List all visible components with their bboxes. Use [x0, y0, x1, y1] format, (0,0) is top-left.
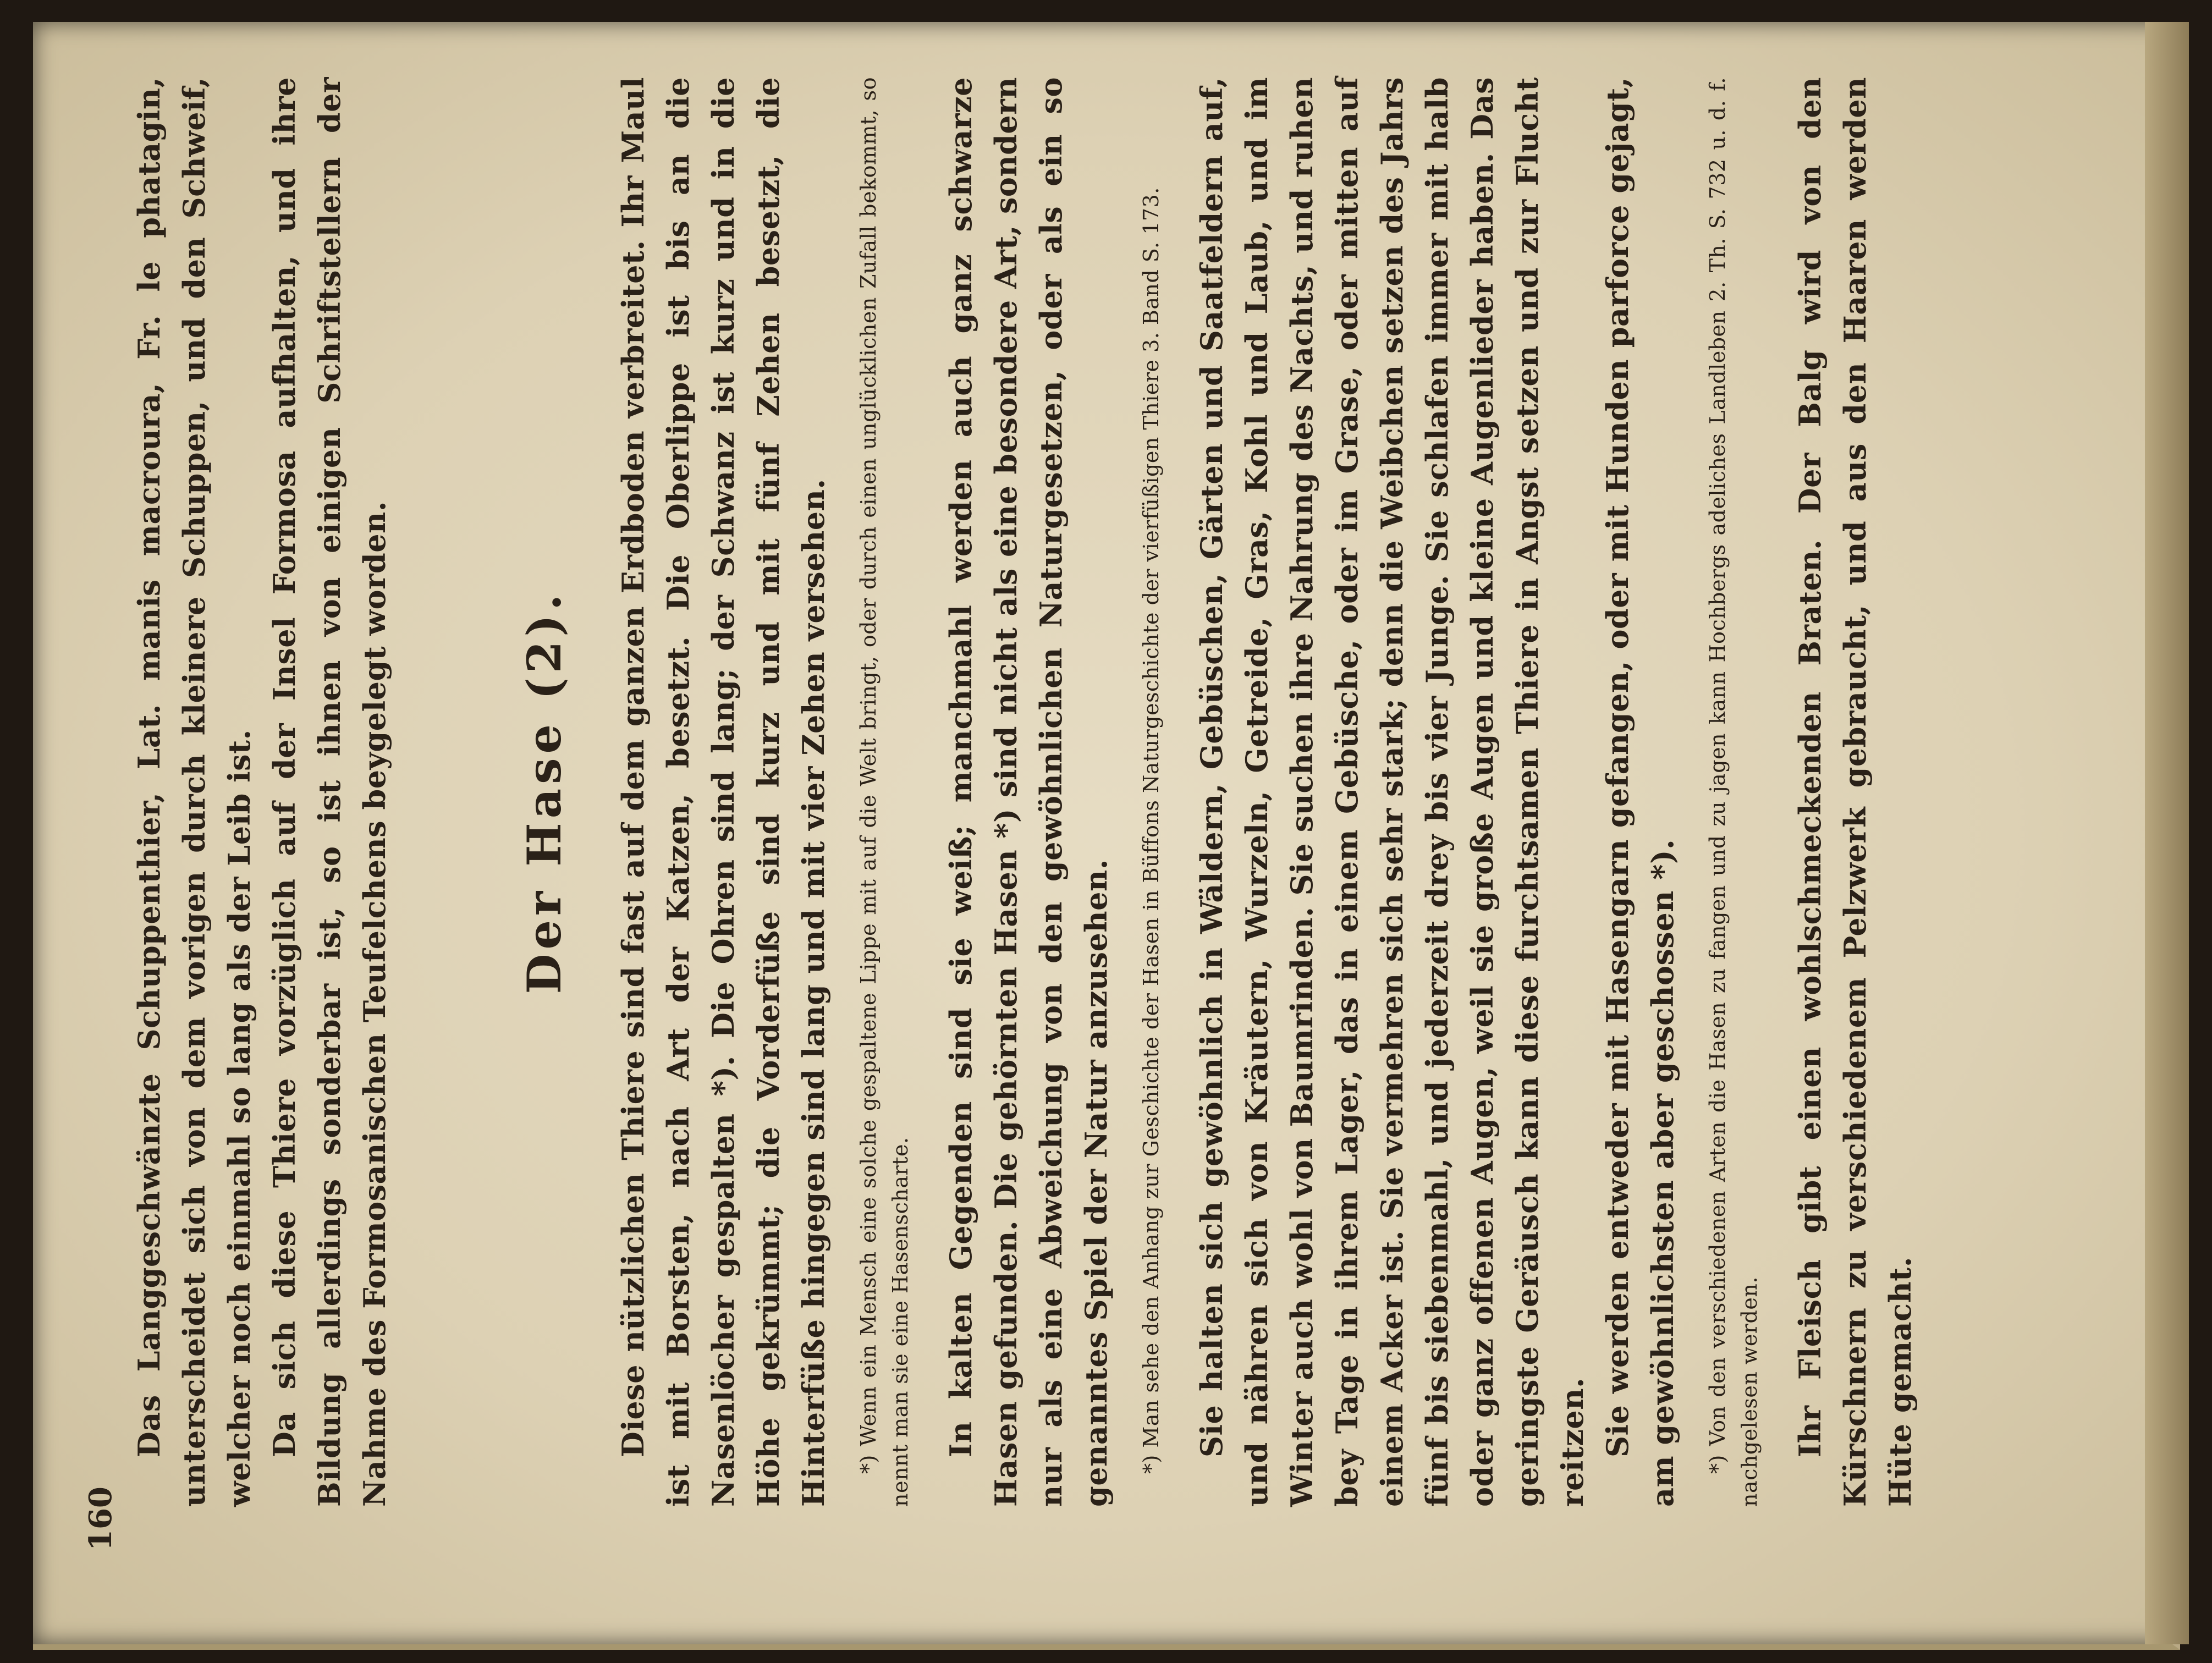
intro-paragraph-2: Da sich diese Thiere vorzüglich auf der Insel Formosa aufhalten, und ihre Bildung allerdings sonderbar ist, so ist ihnen von einigen Schriftstellern der Nahme des Formosanischen Teufelchens beygelegt worden.	[267, 77, 392, 1507]
footnote-1: *) Wenn ein Mensch eine solche gespaltene Lippe mit auf die Welt bringt, oder durch einen unglücklichen Zufall bekommt, so nennt man sie eine Hasenscharte.	[856, 77, 912, 1507]
footnote-3: *) Von den verschiedenen Arten die Hasen zu fangen und zu jagen kann Hochbergs adeliches Landleben 2. Th. S. 732 u. d. f. nachgelesen werden.	[1705, 77, 1762, 1507]
book-spine	[2145, 22, 2189, 1644]
hase-paragraph-5: Ihr Fleisch gibt einen wohlschmeckenden Braten. Der Balg wird von den Kürschnern zu verschiedenem Pelzwerk gebraucht, und aus den Haaren werden Hüte gemacht.	[1792, 77, 1918, 1507]
page-number: 160	[82, 1486, 119, 1551]
intro-paragraph-1: Das Langgeschwänzte Schuppenthier, Lat. manis macroura, Fr. le phatagin, unterscheidet sich von dem vorigen durch kleinere Schuppen, und den Schweif, welcher noch einmahl so lang als der Leib ist.	[131, 77, 257, 1507]
footnote-2: *) Man sehe den Anhang zur Geschichte der Hasen in Büffons Naturgeschichte der vierfüßigen Thiere 3. Band S. 173.	[1139, 187, 1163, 1474]
section-body	[610, 77, 1923, 1507]
intro-block	[126, 77, 397, 1507]
hase-paragraph-4: Sie werden entweder mit Hasengarn gefangen, oder mit Hunden parforce gejagt, am gewöhnlichsten aber geschossen *).	[1600, 77, 1680, 1507]
hase-paragraph-1: Diese nützlichen Thiere sind fast auf dem ganzen Erdboden verbreitet. Ihr Maul ist mit Borsten, nach Art der Katzen, besetzt. Die Oberlippe ist bis an die Nasenlöcher gespalten *). Die Ohren sind lang; der Schwanz ist kurz und in die Höhe gekrümmt; die Vorderfüße sind kurz und mit fünf Zehen besetzt, die Hinterfüße hingegen sind lang und mit vier Zehen versehen.	[615, 77, 831, 1507]
hase-paragraph-2: In kalten Gegenden sind sie weiß; manchmahl werden auch ganz schwarze Hasen gefunden. Die gehörnten Hasen *) sind nicht als eine besondere Art, sondern nur als eine Abweichung von den gewöhnlichen Naturgesetzen, oder als ein so genanntes Spiel der Natur anzusehen.	[943, 77, 1114, 1507]
section-heading-block	[511, 77, 577, 1507]
rotated-text-column	[49, 22, 2139, 1595]
section-heading: Der Hase (2).	[517, 590, 571, 994]
hase-paragraph-3: Sie halten sich gewöhnlich in Wäldern, Gebüschen, Gärten und Saatfeldern auf, und nähren sich von Kräutern, Wurzeln, Getreide, Gras, Kohl und Laub, und im Winter auch wohl von Baumrinden. Sie suchen ihre Nahrung des Nachts, und ruhen bey Tage in ihrem Lager, das in einem Gebüsche, oder im Grase, oder mitten auf einem Acker ist. Sie vermehren sich sehr stark; denn die Weibchen setzen des Jahrs fünf bis siebenmahl, und jederzeit drey bis vier Junge. Sie schlafen immer mit halb oder ganz offenen Augen, weil sie große Augen und kleine Augenlieder haben. Das geringste Geräusch kann diese furchtsamen Thiere in Angst setzen und zur Flucht reitzen.	[1194, 77, 1590, 1507]
